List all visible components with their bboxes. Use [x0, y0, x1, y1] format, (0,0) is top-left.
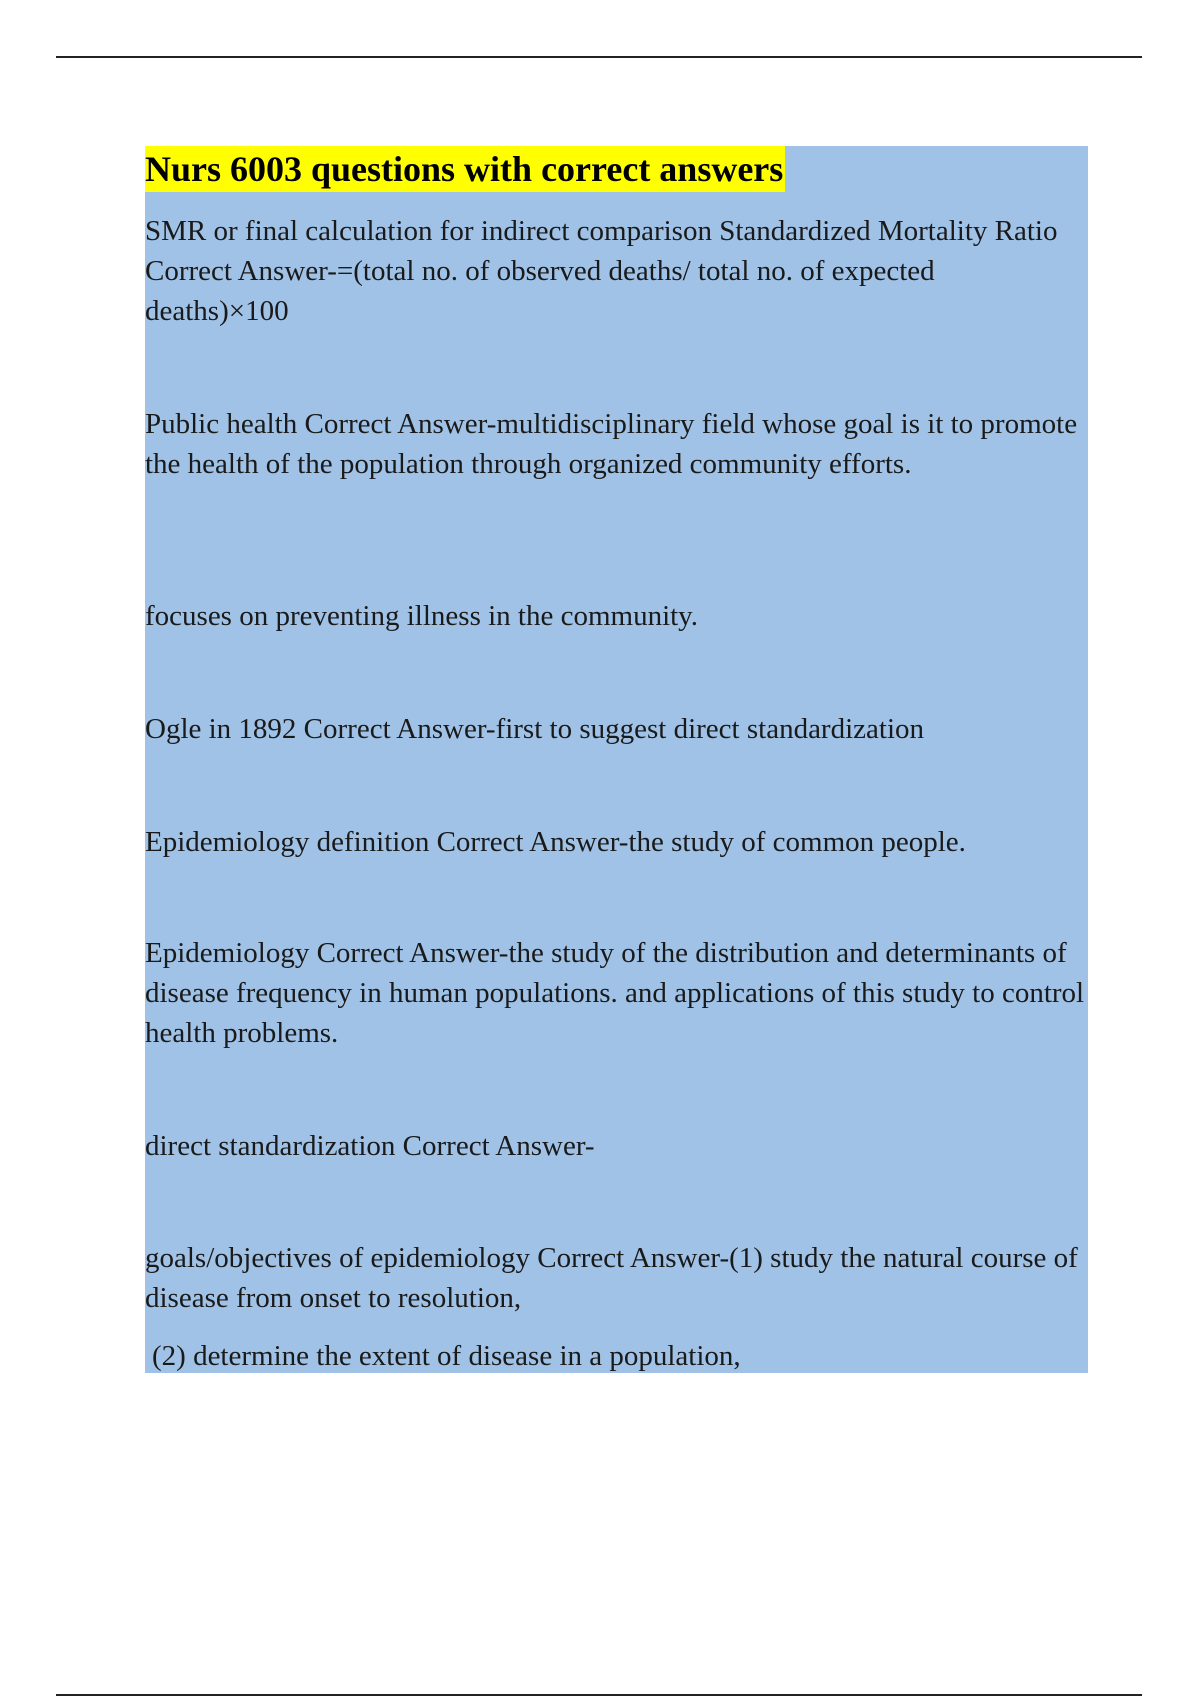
- header-rule: [56, 56, 1142, 58]
- qa-paragraph: direct standardization Correct Answer-: [145, 1130, 595, 1162]
- qa-paragraph: Epidemiology definition Correct Answer-the study of common people.: [145, 826, 966, 858]
- footer-rule: [56, 1694, 1142, 1696]
- qa-paragraph: SMR or final calculation for indirect comparison Standardized Mortality Ratio Correct Answer-=(total no. of observed deaths/ total no. of expected deaths)×100: [145, 215, 1058, 327]
- qa-paragraph: goals/objectives of epidemiology Correct Answer-(1) study the natural course of disease from onset to resolution,: [145, 1242, 1078, 1314]
- qa-paragraph: Epidemiology Correct Answer-the study of the distribution and determinants of disease frequency in human populations. and applications of this study to control health problems.: [145, 937, 1085, 1049]
- document-title: Nurs 6003 questions with correct answers: [145, 146, 785, 192]
- qa-paragraph: focuses on preventing illness in the community.: [145, 600, 699, 632]
- qa-paragraph: (2) determine the extent of disease in a population,: [152, 1340, 741, 1372]
- qa-paragraph: Public health Correct Answer-multidisciplinary field whose goal is it to promote the health of the population through organized community efforts.: [145, 408, 1078, 480]
- qa-paragraph: Ogle in 1892 Correct Answer-first to suggest direct standardization: [145, 713, 925, 745]
